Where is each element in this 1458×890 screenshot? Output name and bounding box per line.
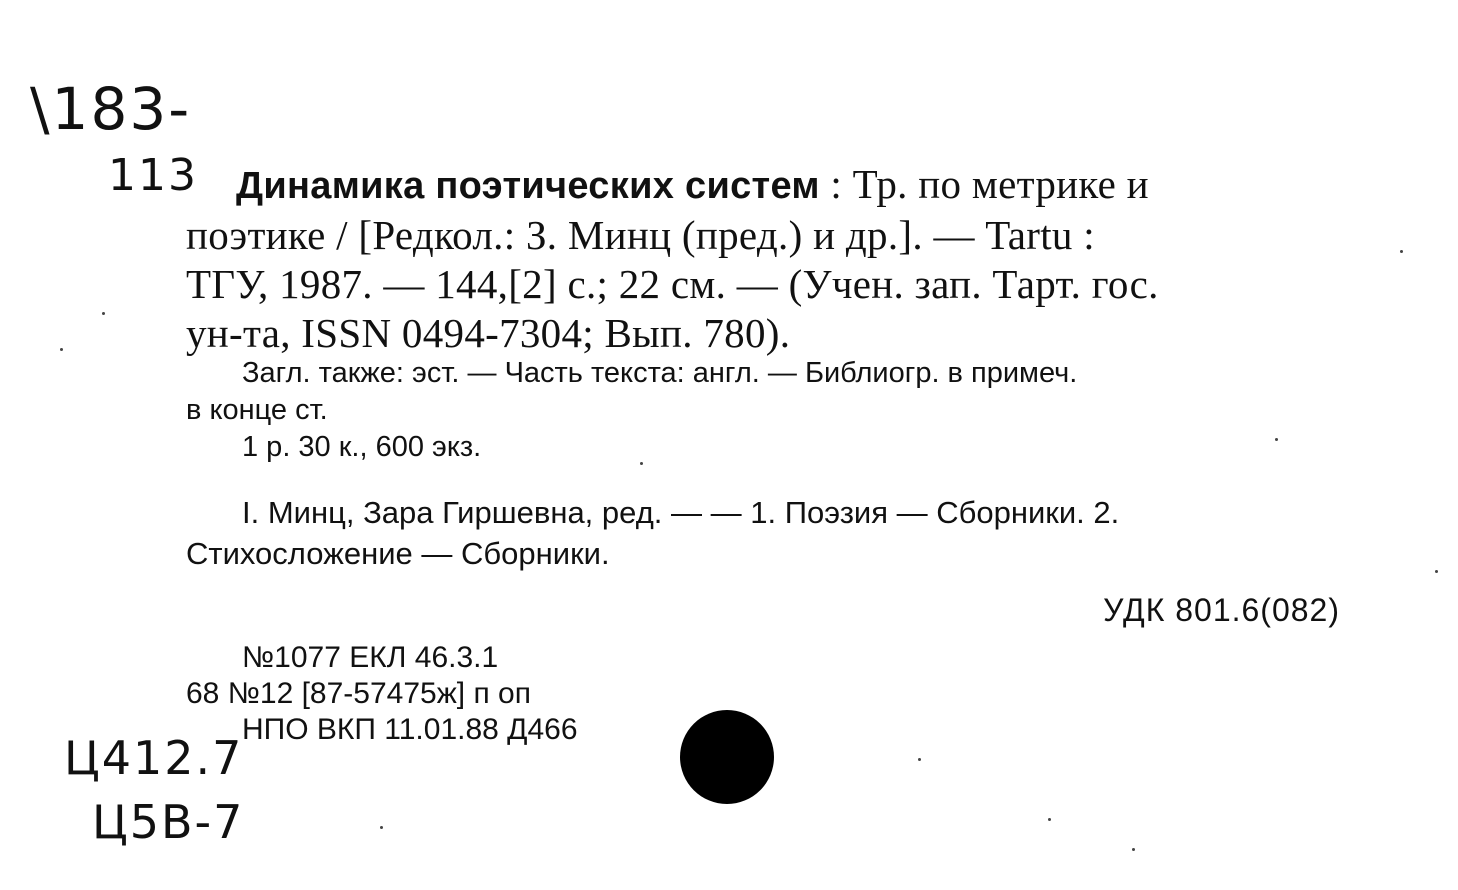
handwritten-line-3: Ц412.7 bbox=[64, 731, 244, 785]
notes-line-1: Загл. также: эст. — Часть текста: англ. — Библиогр. в примеч. bbox=[242, 357, 1078, 389]
udk-code: УДК 801.6(082) bbox=[1103, 592, 1340, 628]
handwritten-shelfmark-top-2 bbox=[108, 152, 198, 200]
entry-notes bbox=[186, 355, 1341, 466]
entry-line-1-rest: : Тр. по метрике и bbox=[819, 161, 1149, 207]
punch-hole bbox=[680, 710, 774, 804]
entry-line-3: ТГУ, 1987. — 144,[2] с.; 22 см. — (Учен. зап. Тарт. гос. bbox=[186, 261, 1159, 307]
scan-speck bbox=[1435, 570, 1438, 573]
imprint-line-1: №1077 ЕКЛ 46.3.1 bbox=[242, 641, 499, 674]
notes-line-2: в конце ст. bbox=[186, 394, 328, 426]
imprint-line-2: 68 №12 [87-57475ж] п оп bbox=[186, 677, 531, 710]
handwritten-shelfmark-bottom bbox=[64, 732, 243, 784]
handwritten-shelfmark-bottom-2 bbox=[92, 796, 244, 848]
scan-speck bbox=[102, 312, 105, 315]
handwritten-line-1: \183- bbox=[30, 75, 192, 143]
scan-speck bbox=[640, 462, 643, 465]
tracings-line-2: Стихосложение — Сборники. bbox=[186, 536, 610, 571]
handwritten-line-2: 113 bbox=[108, 150, 198, 201]
scan-speck bbox=[1275, 438, 1278, 441]
notes-price: 1 р. 30 к., 600 экз. bbox=[242, 431, 482, 463]
entry-title: Динамика поэтических систем bbox=[236, 165, 820, 207]
bibliographic-entry bbox=[186, 160, 1346, 358]
entry-line-2: поэтике / [Редкол.: З. Минц (пред.) и др.]. — Tartu : bbox=[186, 212, 1095, 258]
scan-speck bbox=[918, 758, 921, 761]
scan-speck bbox=[60, 348, 63, 351]
scan-speck bbox=[1400, 250, 1403, 253]
tracings-line-1: I. Минц, Зара Гиршевна, ред. — — 1. Поэзия — Сборники. 2. bbox=[242, 495, 1120, 530]
scan-speck bbox=[1048, 818, 1051, 821]
entry-line-4: ун-та, ISSN 0494-7304; Вып. 780). bbox=[186, 310, 791, 356]
imprint-line-3: НПО ВКП 11.01.88 Д466 bbox=[242, 713, 578, 746]
handwritten-line-4: Ц5В-7 bbox=[92, 795, 245, 849]
print-imprint bbox=[186, 640, 578, 748]
entry-tracings bbox=[186, 492, 1341, 574]
scan-speck bbox=[1132, 848, 1135, 851]
scan-speck bbox=[380, 826, 383, 829]
handwritten-shelfmark-top bbox=[30, 75, 192, 143]
entry-line-1 bbox=[186, 160, 1346, 211]
